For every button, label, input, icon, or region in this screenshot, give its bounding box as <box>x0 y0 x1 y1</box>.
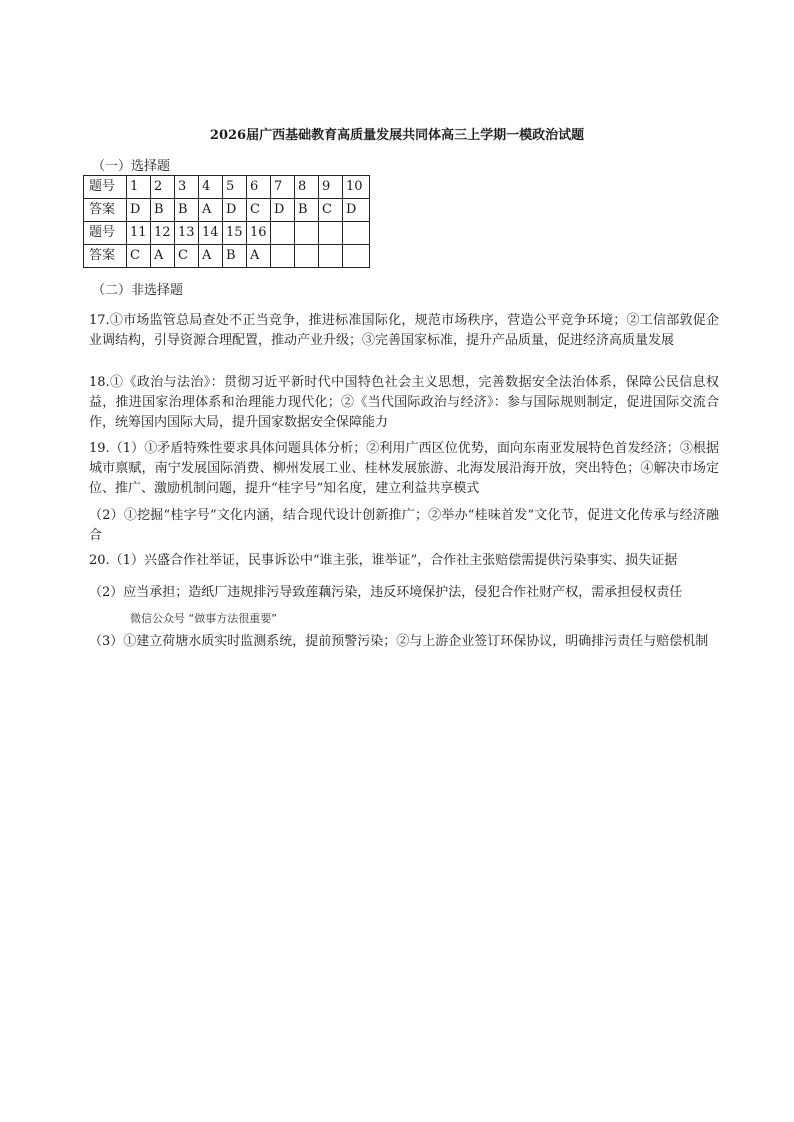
answer-table-cell: 14 <box>199 222 223 245</box>
answer-table-header-cell: 答案 <box>84 199 127 222</box>
answer-table-cell: B <box>223 245 247 268</box>
answer-table-cell: A <box>151 245 175 268</box>
answer-table-cell: 11 <box>127 222 151 245</box>
answer-table-cell: 7 <box>271 176 295 199</box>
section-nonchoice-heading: （二）非选择题 <box>92 283 184 298</box>
answer-table-cell <box>295 222 319 245</box>
answer-table-cell: A <box>199 199 223 222</box>
answer-table-row <box>84 222 370 245</box>
answer-table-cell <box>319 222 343 245</box>
answer-q19-2: （2）①挖掘“桂字号”文化内涵，结合现代设计创新推广；②举办“桂味首发”文化节，促进文化传承与经济融合 <box>89 508 719 543</box>
answer-q19-1: 19.（1）①矛盾特殊性要求具体问题具体分析；②利用广西区位优势，面向东南亚发展特色首发经济；③根据城市禀赋，南宁发展国际消费、柳州发展工业、桂林发展旅游、北海发展沿海开放，突出特色；④解决市场定位、推广、激励机制问题，提升“桂字号”知名度，建立利益共享模式 <box>89 441 719 496</box>
answer-table-cell <box>271 222 295 245</box>
answer-table-cell: D <box>271 199 295 222</box>
answer-table-row <box>84 245 370 268</box>
answer-table-cell: 16 <box>247 222 271 245</box>
answer-table-cell: 5 <box>223 176 247 199</box>
answer-table-cell: 9 <box>319 176 343 199</box>
answer-q20-2: （2）应当承担；造纸厂违规排污导致莲藕污染，违反环境保护法，侵犯合作社财产权，需承担侵权责任 <box>89 585 683 600</box>
answer-table-cell <box>271 245 295 268</box>
watermark-text: 微信公众号 “做事方法很重要” <box>130 612 277 625</box>
answer-table-cell: D <box>223 199 247 222</box>
answer-table-cell: 10 <box>343 176 370 199</box>
answer-table-cell: 13 <box>175 222 199 245</box>
answer-table-cell: A <box>247 245 271 268</box>
answer-table-cell: 6 <box>247 176 271 199</box>
answer-table-row <box>84 176 370 199</box>
answer-table-cell <box>343 222 370 245</box>
answer-table-cell: 12 <box>151 222 175 245</box>
answer-table-cell: D <box>127 199 151 222</box>
answer-table-cell: C <box>319 199 343 222</box>
answer-table-cell: D <box>343 199 370 222</box>
page-title: 2026届广西基础教育高质量发展共同体高三上学期一模政治试题 <box>209 128 585 143</box>
answer-table-cell <box>343 245 370 268</box>
answer-table-cell: 4 <box>199 176 223 199</box>
answer-table-cell <box>295 245 319 268</box>
answer-table-cell: C <box>175 245 199 268</box>
answer-table-cell: 8 <box>295 176 319 199</box>
answer-table <box>83 175 370 268</box>
answer-q20-3: （3）①建立荷塘水质实时监测系统，提前预警污染；②与上游企业签订环保协议，明确排污责任与赔偿机制 <box>89 634 709 649</box>
answer-table-cell: 15 <box>223 222 247 245</box>
answer-table-cell: 2 <box>151 176 175 199</box>
answer-table-header-cell: 题号 <box>84 222 127 245</box>
section-choice-heading: （一）选择题 <box>92 159 171 174</box>
answer-table-cell: B <box>151 199 175 222</box>
answer-table-cell <box>319 245 343 268</box>
answer-q17: 17.①市场监管总局查处不正当竞争，推进标准国际化，规范市场秩序，营造公平竞争环境；②工信部敦促企业调结构，引导资源合理配置，推动产业升级；③完善国家标准，提升产品质量，促进经济高质量发展 <box>89 313 719 348</box>
answer-table-row <box>84 199 370 222</box>
answer-table-cell: C <box>127 245 151 268</box>
answer-table-header-cell: 题号 <box>84 176 127 199</box>
answer-q18: 18.①《政治与法治》：贯彻习近平新时代中国特色社会主义思想，完善数据安全法治体系，保障公民信息权益，推进国家治理体系和治理能力现代化；②《当代国际政治与经济》：参与国际规则制定，促进国际交流合作，统筹国内国际大局，提升国家数据安全保障能力 <box>89 375 719 430</box>
answer-table-cell: B <box>175 199 199 222</box>
answer-table-cell: C <box>247 199 271 222</box>
answer-q20-1: 20.（1）兴盛合作社举证，民事诉讼中“谁主张，谁举证”，合作社主张赔偿需提供污染事实、损失证据 <box>89 553 678 568</box>
answer-table-cell: B <box>295 199 319 222</box>
answer-table-cell: 3 <box>175 176 199 199</box>
answer-table-cell: 1 <box>127 176 151 199</box>
answer-table-cell: A <box>199 245 223 268</box>
answer-table-header-cell: 答案 <box>84 245 127 268</box>
